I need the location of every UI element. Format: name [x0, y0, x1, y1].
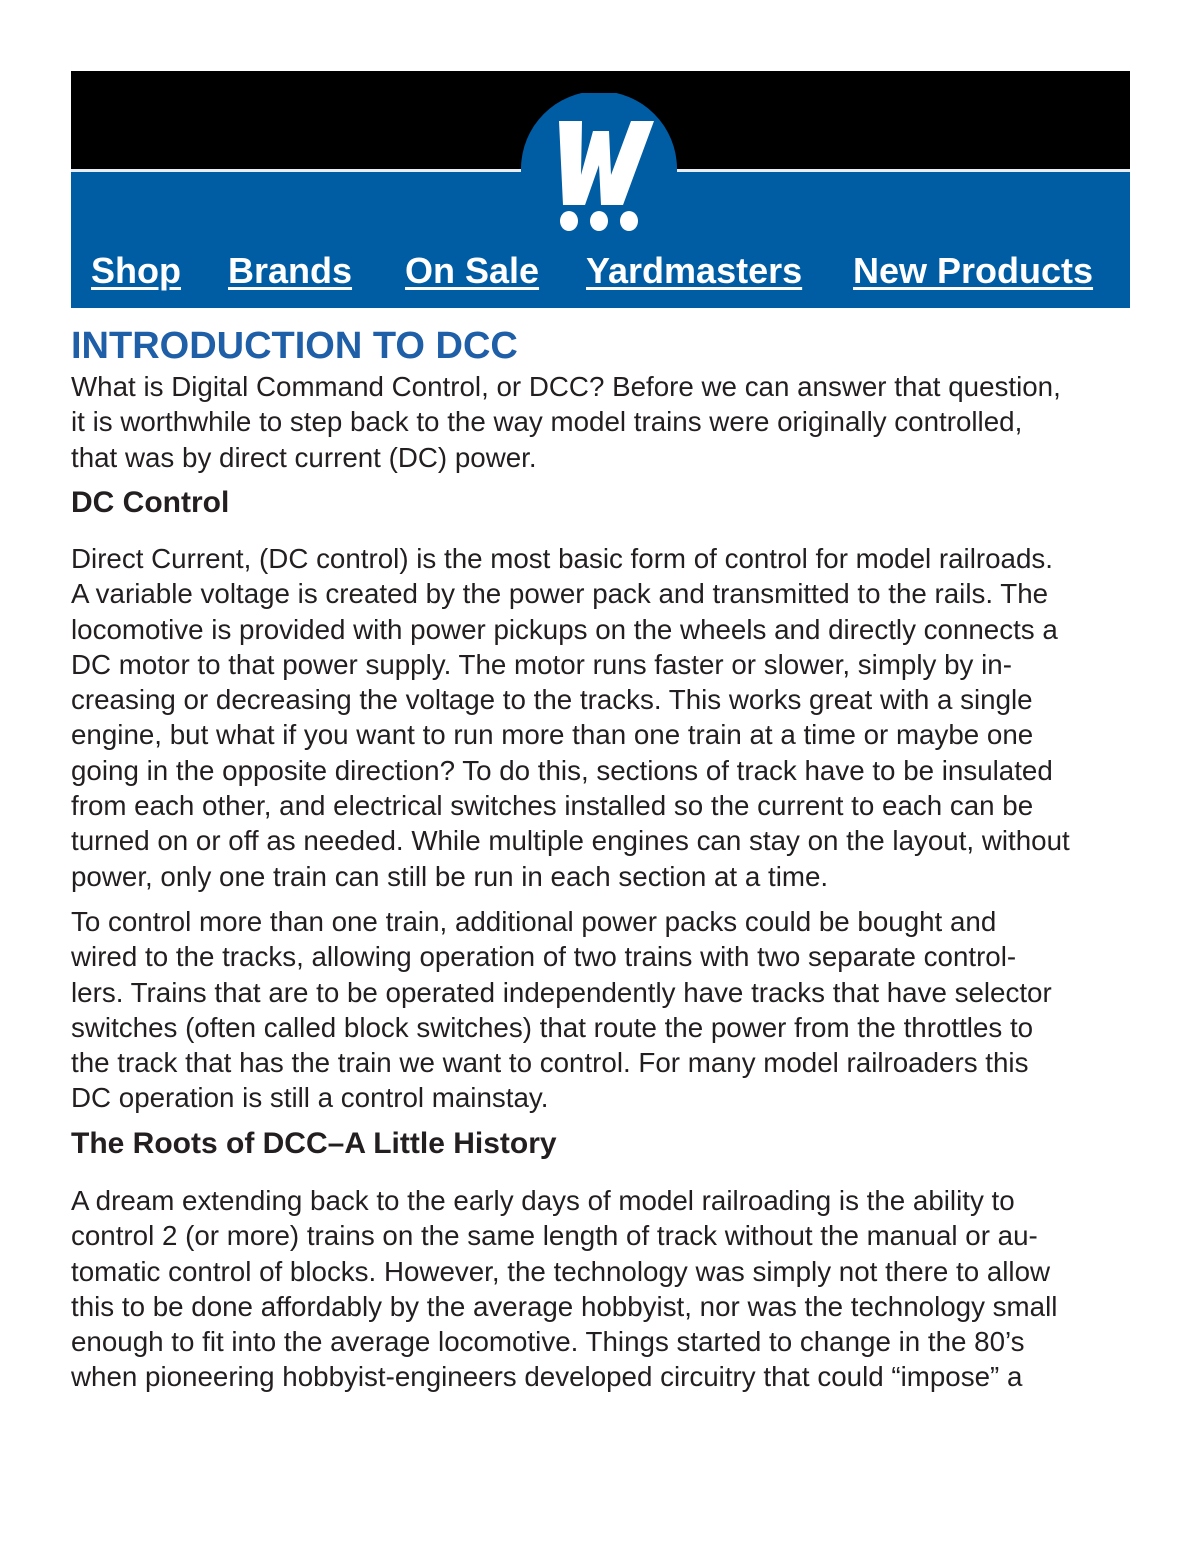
- text-line: tomatic control of blocks. However, the technology was simply not there to allow: [71, 1255, 1051, 1287]
- page-title: INTRODUCTION TO DCC: [71, 325, 518, 367]
- text-line: DC motor to that power supply. The motor runs faster or slower, simply by in-: [71, 648, 1012, 680]
- text-line: turned on or off as needed. While multiple engines can stay on the layout, without: [71, 825, 1070, 857]
- text-line: A dream extending back to the early days of model railroading is the ability to: [71, 1185, 1015, 1216]
- text-line: What is Digital Command Control, or DCC? Before we can answer that question,: [71, 371, 1061, 402]
- text-line: control 2 (or more) trains on the same length of track without the manual or au-: [71, 1220, 1038, 1252]
- text-line: A variable voltage is created by the power pack and transmitted to the rails. The: [71, 578, 1049, 610]
- text-line: the track that has the train we want to control. For many model railroaders this: [71, 1047, 1029, 1079]
- text-line: going in the opposite direction? To do this, sections of track have to be insulated: [71, 754, 1053, 786]
- text-line: wired to the tracks, allowing operation of two trains with two separate control-: [71, 941, 1017, 973]
- site-header: [71, 71, 1130, 308]
- text-line: DC operation is still a control mainstay.: [71, 1082, 549, 1114]
- nav-link-shop[interactable]: Shop: [91, 250, 181, 291]
- text-line: this to be done affordably by the average hobbyist, nor was the technology small: [71, 1290, 1058, 1322]
- nav-link-yardmasters[interactable]: Yardmasters: [586, 250, 803, 291]
- nav-link-brands[interactable]: Brands: [228, 250, 353, 291]
- text-line: To control more than one train, additional power packs could be bought and: [71, 906, 997, 937]
- section-heading-dc-control: DC Control: [71, 486, 230, 519]
- nav-link-new-products[interactable]: New Products: [853, 250, 1094, 291]
- text-line: switches (often called block switches) that route the power from the throttles to: [71, 1011, 1034, 1043]
- text-line: from each other, and electrical switches installed so the current to each can be: [71, 790, 1034, 822]
- roots-of-dcc-paragraph: [71, 1183, 1141, 1395]
- dc-control-paragraph-2: [71, 904, 1141, 1116]
- text-line: that was by direct current (DC) power.: [71, 441, 537, 473]
- dc-control-paragraph-1: [71, 541, 1141, 894]
- text-line: Direct Current, (DC control) is the most basic form of control for model railroads.: [71, 543, 1053, 574]
- section-heading-roots-of-dcc: The Roots of DCC–A Little History: [71, 1127, 557, 1160]
- text-line: lers. Trains that are to be operated independently have tracks that have selector: [71, 976, 1052, 1008]
- nav-link-on-sale[interactable]: On Sale: [405, 250, 540, 291]
- text-line: locomotive is provided with power pickups on the wheels and directly connects a: [71, 613, 1058, 645]
- text-line: it is worthwhile to step back to the way model trains were originally controlled,: [71, 406, 1023, 438]
- text-line: enough to fit into the average locomotive. Things started to change in the 80’s: [71, 1326, 1025, 1358]
- text-line: creasing or decreasing the voltage to the tracks. This works great with a single: [71, 684, 1033, 716]
- text-line: when pioneering hobbyist-engineers developed circuitry that could “impose” a: [71, 1361, 1023, 1393]
- intro-paragraph: [71, 369, 1141, 475]
- text-line: engine, but what if you want to run more than one train at a time or maybe one: [71, 719, 1034, 751]
- walthers-logo-icon[interactable]: [519, 93, 679, 243]
- text-line: power, only one train can still be run in each section at a time.: [71, 860, 829, 892]
